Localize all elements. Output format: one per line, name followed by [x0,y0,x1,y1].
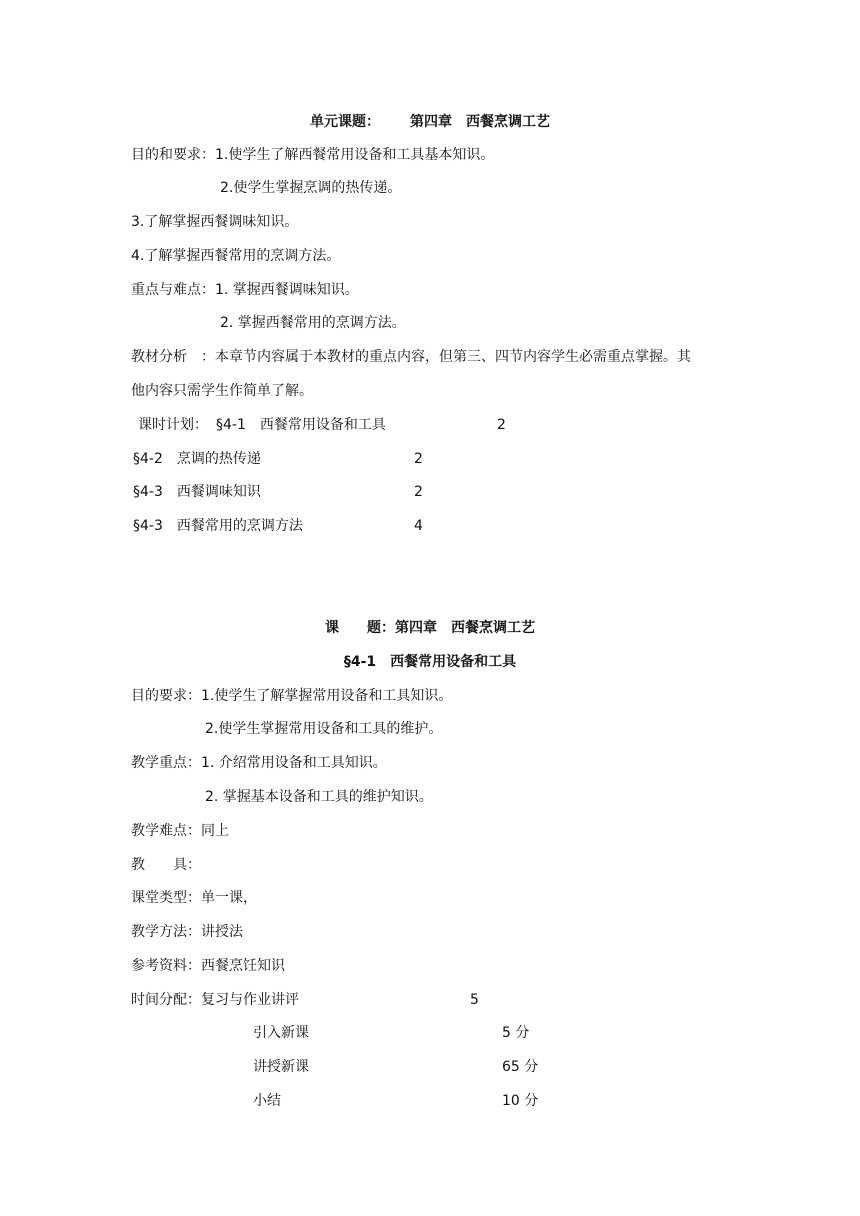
lesson-reference-label: 参考资料： [131,958,201,974]
lesson-time-minutes-3: 65 分 [502,1059,539,1075]
unit-goal-4: 4.了解掌握西餐常用的烹调方法。 [131,248,341,264]
unit-plan-hours-4: 4 [414,518,423,534]
lesson-key-2: 2. 掌握基本设备和工具的维护知识。 [205,789,433,805]
lesson-difficulty-row [131,821,229,841]
lesson-key-label: 教学重点： [131,755,201,771]
lesson-goal-2: 2.使学生掌握常用设备和工具的维护。 [205,721,443,737]
lesson-goal-1: 1.使学生了解掌握常用设备和工具知识。 [201,688,453,704]
lesson-title [0,618,860,638]
unit-plan-section-1: §4-1 西餐常用设备和工具 [216,417,386,433]
unit-key-2: 2. 掌握西餐常用的烹调方法。 [220,315,406,331]
lesson-tools-row [131,855,201,875]
unit-plan-section-2: §4-2 烹调的热传递 [133,451,261,467]
lesson-key-1: 1. 介绍常用设备和工具知识。 [201,755,387,771]
lesson-goal-label: 目的要求： [131,688,201,704]
unit-analysis-label: 教材分析 ： [131,349,215,365]
unit-plan-section-4: §4-3 西餐常用的烹调方法 [133,518,303,534]
lesson-type-value: 单一课， [201,890,257,906]
unit-plan-label-row [138,415,386,435]
unit-analysis-text-2: 他内容只需学生作简单了解。 [131,383,313,399]
unit-title-value: 第四章 西餐烹调工艺 [410,114,550,130]
lesson-time-label: 时间分配： [131,992,201,1008]
unit-analysis-text-1: 本章节内容属于本教材的重点内容，但第三、四节内容学生必需重点掌握。其 [215,349,691,365]
lesson-reference-value: 西餐烹饪知识 [201,958,285,974]
lesson-time-item-3: 讲授新课 [253,1059,309,1075]
lesson-time-item-4: 小结 [253,1093,281,1109]
unit-goal-label: 目的和要求： [131,147,215,163]
unit-plan-hours-1: 2 [497,417,506,433]
unit-title [0,112,860,132]
unit-plan-hours-2: 2 [414,451,423,467]
lesson-title-label: 课 题： [325,620,395,636]
unit-key-1: 1. 掌握西餐调味知识。 [215,282,359,298]
lesson-goal-row-1 [131,686,452,706]
lesson-tools-label: 教 具： [131,857,201,873]
lesson-time-minutes-4: 10 分 [502,1093,539,1109]
unit-plan-section-3: §4-3 西餐调味知识 [133,484,261,500]
unit-goal-3: 3.了解掌握西餐调味知识。 [131,214,299,230]
lesson-title-value: 第四章 西餐烹调工艺 [395,620,535,636]
lesson-method-label: 教学方法： [131,924,201,940]
lesson-subtitle: §4-1 西餐常用设备和工具 [343,654,517,670]
unit-plan-label: 课时计划： [138,417,208,433]
lesson-type-label: 课堂类型： [131,890,201,906]
lesson-difficulty-value: 同上 [201,823,229,839]
lesson-time-minutes-2: 5 分 [502,1025,530,1041]
unit-title-label: 单元课题： [310,114,380,130]
lesson-reference-row [131,956,285,976]
unit-goal-2: 2.使学生掌握烹调的热传递。 [220,180,402,196]
lesson-method-value: 讲授法 [201,924,243,940]
unit-goal-row-1 [131,145,494,165]
unit-analysis-row-1 [131,347,691,367]
lesson-type-row [131,888,257,908]
lesson-time-item-2: 引入新课 [253,1025,309,1041]
unit-key-label: 重点与难点： [131,282,215,298]
unit-goal-1: 1.使学生了解西餐常用设备和工具基本知识。 [215,147,495,163]
lesson-time-row-1 [131,990,299,1010]
lesson-time-minutes-1: 5 [470,992,479,1008]
unit-key-row-1 [131,280,359,300]
lesson-difficulty-label: 教学难点： [131,823,201,839]
unit-plan-hours-3: 2 [414,484,423,500]
lesson-method-row [131,922,243,942]
lesson-time-item-1: 复习与作业讲评 [201,992,299,1008]
lesson-key-row-1 [131,753,387,773]
